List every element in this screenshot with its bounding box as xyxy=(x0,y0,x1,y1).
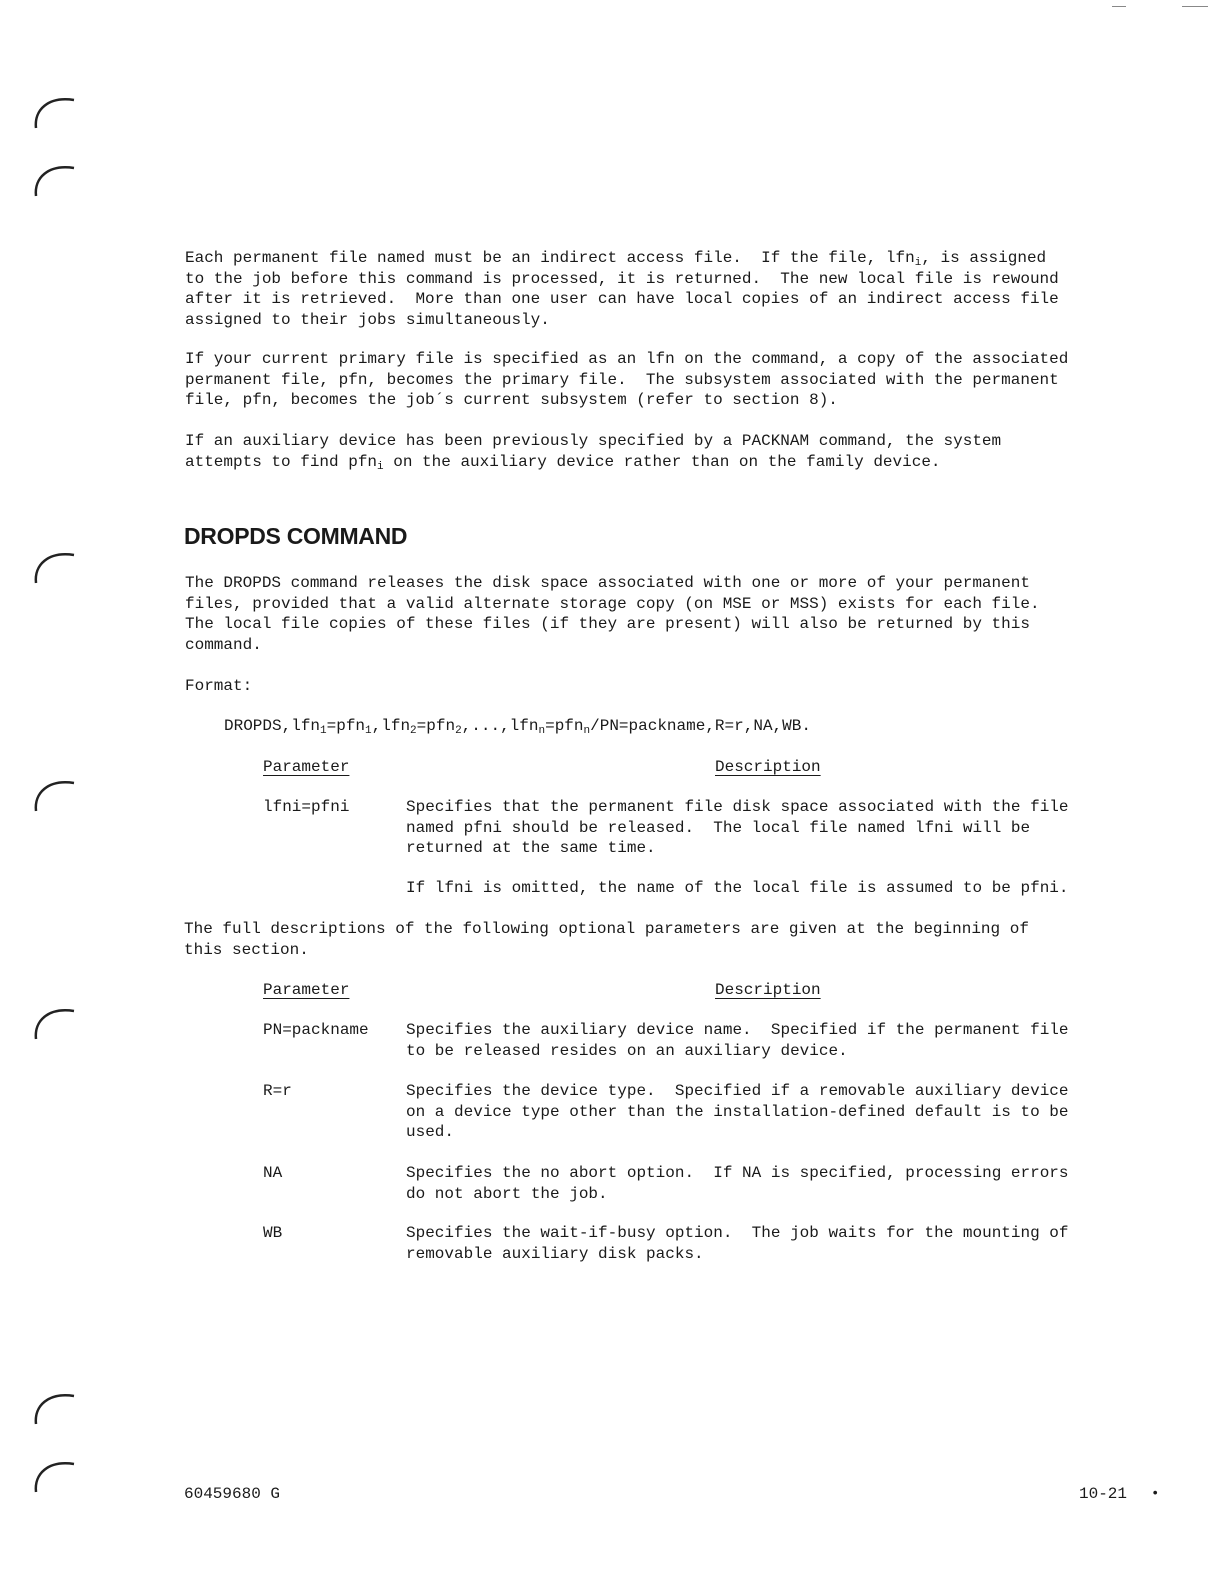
punch-hole-mark-icon xyxy=(30,999,80,1049)
param-description: Specifies the wait-if-busy option. The job waits for the mounting of removable auxiliary disk packs. xyxy=(406,1224,1069,1263)
optional-params-intro: The full descriptions of the following optional parameters are given at the beginning of this section. xyxy=(184,920,1029,959)
punch-hole-mark-icon xyxy=(30,1452,80,1502)
param-name: WB xyxy=(263,1224,283,1242)
scan-mark xyxy=(1112,6,1126,7)
table1-parameter-header: Parameter xyxy=(263,758,350,776)
page-bullet-icon: • xyxy=(1151,1486,1160,1502)
param-name: R=r xyxy=(263,1082,292,1100)
paragraph-auxiliary-device: If an auxiliary device has been previously specified by a PACKNAM command, the system attempts to find pfn$_i$ on the auxiliary device rather than on the family device. xyxy=(185,432,1002,473)
param-description: Specifies that the permanent file disk space associated with the file named pfni should be released. The local file named lfni will be returned at the same time. xyxy=(406,798,1069,857)
punch-hole-mark-icon xyxy=(30,771,80,821)
paragraph-indirect-access: Each permanent file named must be an indirect access file. If the file, lfn$_i$, is assigned to the job before this command is processed, it is returned. The new local file is rewound after it is retrieved. More than one user can have local copies of an indirect access file assigned to their jobs simultaneously. xyxy=(185,249,1059,329)
param-description: Specifies the auxiliary device name. Specified if the permanent file to be released resides on an auxiliary device. xyxy=(406,1021,1069,1060)
punch-hole-mark-icon xyxy=(30,543,80,593)
table2-description-header: Description xyxy=(715,981,821,999)
punch-hole-mark-icon xyxy=(30,88,80,138)
param-description: Specifies the no abort option. If NA is specified, processing errors do not abort the job. xyxy=(406,1164,1069,1203)
punch-hole-mark-icon xyxy=(30,156,80,206)
page-number: 10-21 xyxy=(1079,1485,1128,1503)
table2-parameter-header: Parameter xyxy=(263,981,350,999)
paragraph-primary-file: If your current primary file is specified as an lfn on the command, a copy of the associated permanent file, pfn, becomes the primary file. The subsystem associated with the permanent file, pfn, becomes the job´s current subsystem (refer to section 8). xyxy=(185,350,1069,409)
param-name: PN=packname xyxy=(263,1021,369,1039)
format-label: Format: xyxy=(185,677,253,695)
table1-description-header: Description xyxy=(715,758,821,776)
scan-mark xyxy=(1182,6,1208,7)
param-name: lfni=pfni xyxy=(263,798,350,816)
param-description: Specifies the device type. Specified if a removable auxiliary device on a device type other than the installation-defined default is to be used. xyxy=(406,1082,1069,1141)
param-name: NA xyxy=(263,1164,283,1182)
section-heading: DROPDS COMMAND xyxy=(184,523,408,549)
section-intro: The DROPDS command releases the disk space associated with one or more of your permanent files, provided that a valid alternate storage copy (on MSE or MSS) exists for each file. The local file copies of these files (if they are present) will also be returned by this command. xyxy=(185,574,1040,654)
document-number: 60459680 G xyxy=(184,1485,281,1503)
command-format: DROPDS,lfn$_1$=pfn$_1$,lfn$_2$=pfn$_2$,...,lfn$_n$=pfn$_n$/PN=packname,R=r,NA,WB. xyxy=(224,717,811,737)
param-note: If lfni is omitted, the name of the local file is assumed to be pfni. xyxy=(406,879,1069,897)
punch-hole-mark-icon xyxy=(30,1384,80,1434)
